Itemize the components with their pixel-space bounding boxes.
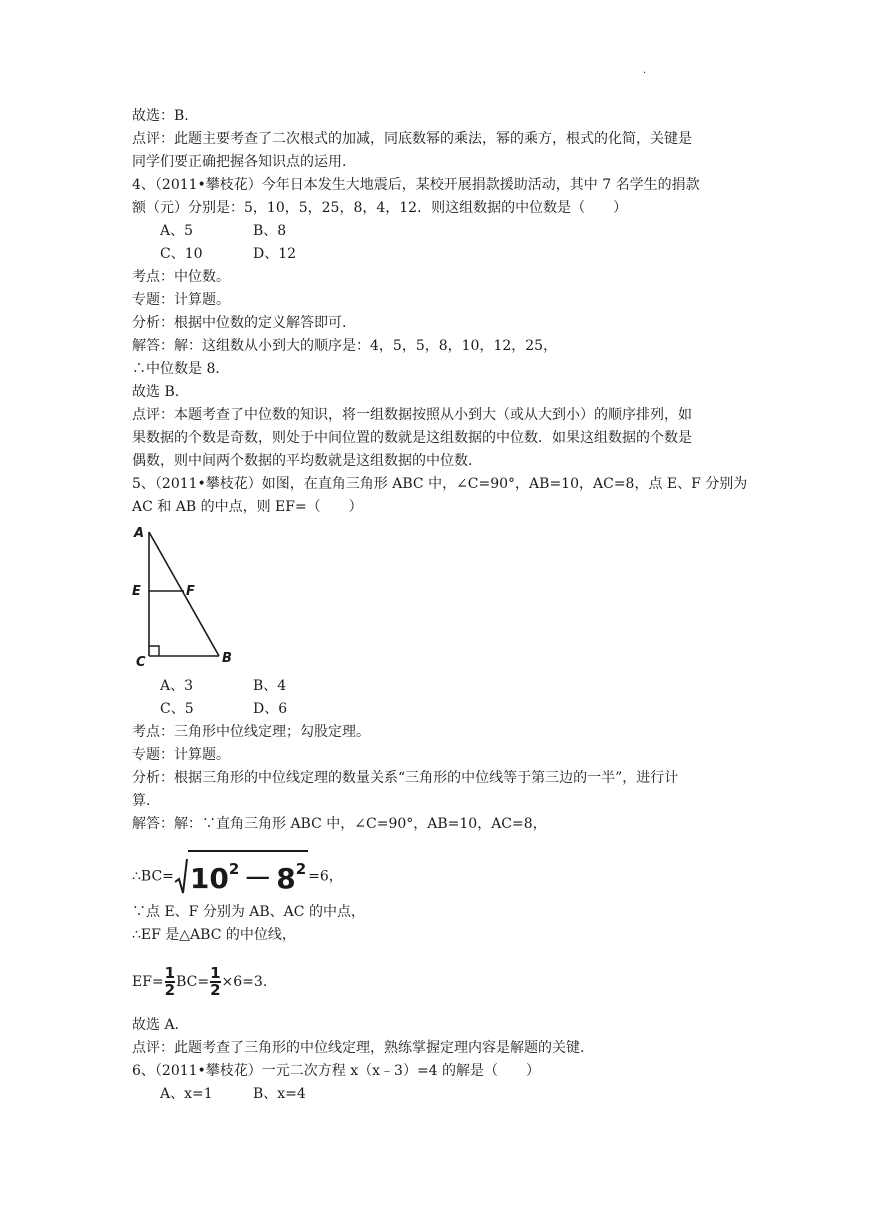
q6-options-row1 [160,1084,306,1104]
radicand-ten: 10 [189,862,229,895]
q4-option-c: C、10 [160,246,203,262]
label-e: E [132,584,141,599]
bc-prefix: ∴BC= [132,868,174,885]
q4-zhuanti: 专题：计算题。 [132,292,230,308]
q5-zhuanti: 专题：计算题。 [132,747,230,763]
q4-comment-line1: 点评：本题考查了中位数的知识，将一组数据按照从小到大（或从大到小）的顺序排列，如 [132,407,692,423]
q5-comment: 点评：此题考查了三角形的中位线定理，熟练掌握定理内容是解题的关键. [132,1040,585,1056]
sqrt-sign [174,858,188,896]
q4-fenxi: 分析：根据中位数的定义解答即可. [132,315,347,331]
q4-options-row1 [160,221,287,241]
q4-kaodian: 考点：中位数。 [132,269,230,285]
q5-jieda-line1: 解答：解：∵直角三角形 ABC 中，∠C=90°，AB=10，AC=8， [132,816,547,832]
q4-stem-line1: 4、（2011•攀枝花）今年日本发生大地震后，某校开展捐款援助活动，其中 7 名学生的捐款 [132,177,700,193]
radicand-minus: － [243,862,272,895]
q5-stem-line2: AC 和 AB 的中点，则 EF=（ ） [132,499,363,515]
q6-option-b: B、x=4 [253,1086,306,1102]
page-dot: . [643,65,647,76]
q5-jieda-line4: ∴EF 是△ABC 的中位线， [132,927,296,943]
bc-suffix: =6， [308,868,343,885]
exp-ten: 2 [228,860,240,878]
q3-comment-line1: 点评：此题主要考查了二次根式的加减，同底数幂的乘法，幂的乘方，根式的化简，关键是 [132,131,692,147]
radicand-eight: 8 [276,862,296,895]
q5-answer: 故选 A. [132,1017,180,1033]
q4-stem-line2: 额（元）分别是：5，10，5，25，8，4，12．则这组数据的中位数是（ ） [132,200,628,216]
q5-options-row1 [160,676,287,696]
ef-prefix: EF= [132,974,164,990]
q5-bc-equation [132,852,343,895]
q5-option-a: A、3 [160,678,194,694]
q6-stem: 6、（2011•攀枝花）一元二次方程 x（x﹣3）=4 的解是（ ） [132,1063,541,1079]
fraction-half-2: $\frac{1}{2}$ [210,964,221,999]
q4-jieda-line2: ∴中位数是 8. [132,361,220,377]
sqrt-radicand [188,850,308,901]
q5-jieda-line3: ∵点 E、F 分别为 AB、AC 的中点， [132,904,365,920]
q4-option-d: D、12 [253,246,297,262]
q5-ef-equation [132,964,267,1000]
ef-suffix: ×6=3. [221,974,268,990]
triangle-figure [126,520,241,670]
q4-answer: 故选 B. [132,384,180,400]
q4-comment-line2: 果数据的个数是奇数，则处于中间位置的数就是这组数据的中位数．如果这组数据的个数是 [132,430,692,446]
ef-mid: BC= [176,974,210,990]
q5-stem-line1: 5、（2011•攀枝花）如图，在直角三角形 ABC 中，∠C=90°，AB=10，AC=8，点 E、F 分别为 [132,476,748,492]
q4-options-row2 [160,244,297,264]
q5-fenxi-line2: 算. [132,793,151,809]
label-f: F [186,584,195,599]
q5-option-d: D、6 [253,701,288,717]
q4-option-a: A、5 [160,223,194,239]
exp-eight: 2 [295,860,307,878]
q5-options-row2 [160,699,288,719]
q5-option-c: C、5 [160,701,194,717]
label-b: B [222,651,232,666]
side-ab [149,532,219,656]
q3-comment-line2: 同学们要正确把握各知识点的运用. [132,154,347,170]
label-c: C [136,655,146,670]
fraction-half-1: $\frac{1}{2}$ [164,964,176,999]
q5-kaodian: 考点：三角形中位线定理；勾股定理。 [132,724,370,740]
label-a: A [134,526,145,541]
q5-option-b: B、4 [253,678,287,694]
q4-option-b: B、8 [253,223,287,239]
right-angle-mark [149,646,159,656]
q4-comment-line3: 偶数，则中间两个数据的平均数就是这组数据的中位数. [132,453,473,469]
q3-answer: 故选：B. [132,108,189,124]
q4-jieda-line1: 解答：解：这组数从小到大的顺序是：4，5，5，8，10，12，25， [132,338,558,354]
q6-option-a: A、x=1 [160,1086,213,1102]
q5-fenxi-line1: 分析：根据三角形的中位线定理的数量关系“三角形的中位线等于第三边的一半”，进行计 [132,770,679,786]
